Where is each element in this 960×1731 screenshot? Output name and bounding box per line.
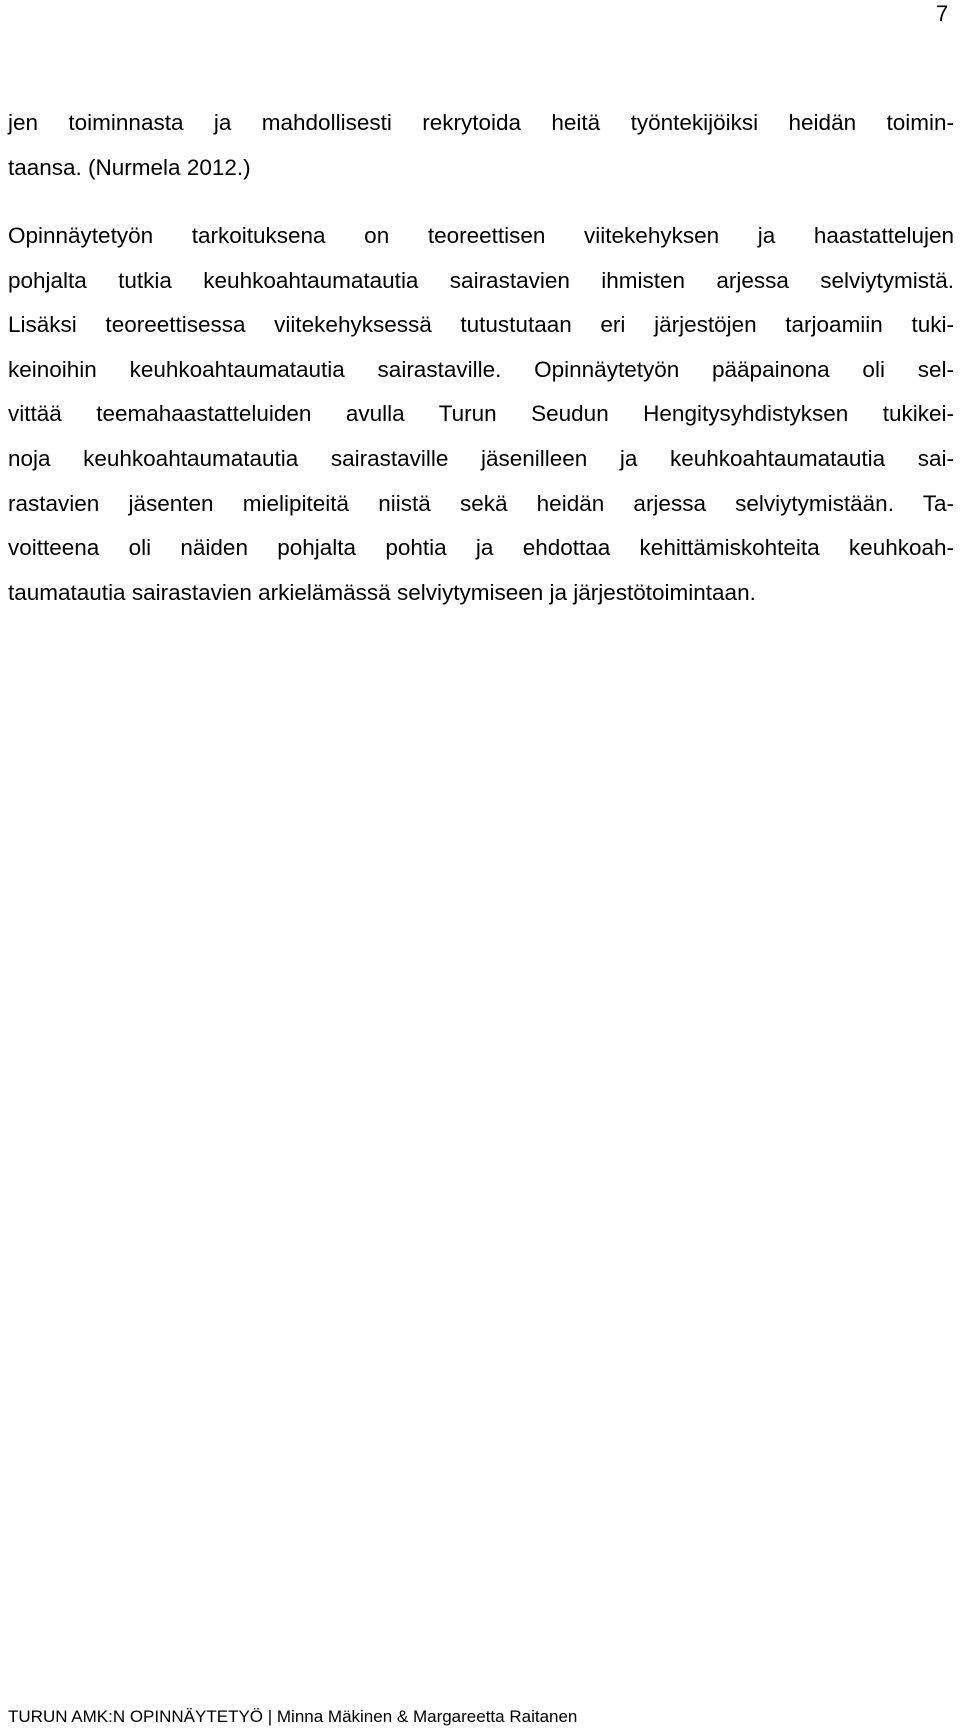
paragraph-2 (8, 214, 954, 615)
paragraph-line: Lisäksi teoreettisessa viitekehyksessä tutustutaan eri järjestöjen tarjoamiin tuki- (8, 312, 954, 338)
paragraph-line: vittää teemahaastatteluiden avulla Turun Seudun Hengitysyhdistyksen tukikei- (8, 401, 954, 427)
paragraph-line: Opinnäytetyön tarkoituksena on teoreettisen viitekehyksen ja haastattelujen (8, 223, 954, 248)
paragraph-line: pohjalta tutkia keuhkoahtaumatautia sairastavien ihmisten arjessa selviytymistä. (8, 267, 954, 293)
paragraph-line: taumatautia sairastavien arkielämässä selviytymiseen ja järjestötoimintaan. (8, 579, 756, 605)
paragraph-line: noja keuhkoahtaumatautia sairastaville jäsenilleen ja keuhkoahtaumatautia sai- (8, 445, 954, 471)
paragraph-1 (8, 101, 954, 190)
paragraph-line: jen toiminnasta ja mahdollisesti rekrytoida heitä työntekijöiksi heidän toimin- (8, 110, 954, 135)
paragraph-line: taansa. (Nurmela 2012.) (8, 154, 251, 180)
paragraph-line: keinoihin keuhkoahtaumatautia sairastaville. Opinnäytetyön pääpainona oli sel- (8, 356, 954, 382)
paragraph-line: rastavien jäsenten mielipiteitä niistä sekä heidän arjessa selviytymistään. Ta- (8, 490, 954, 516)
paragraph-line: voitteena oli näiden pohjalta pohtia ja ehdottaa kehittämiskohteita keuhkoah- (8, 535, 954, 561)
page-number: 7 (936, 1, 949, 26)
page-footer: TURUN AMK:N OPINNÄYTETYÖ | Minna Mäkinen & Margareetta Raitanen (8, 1707, 578, 1726)
